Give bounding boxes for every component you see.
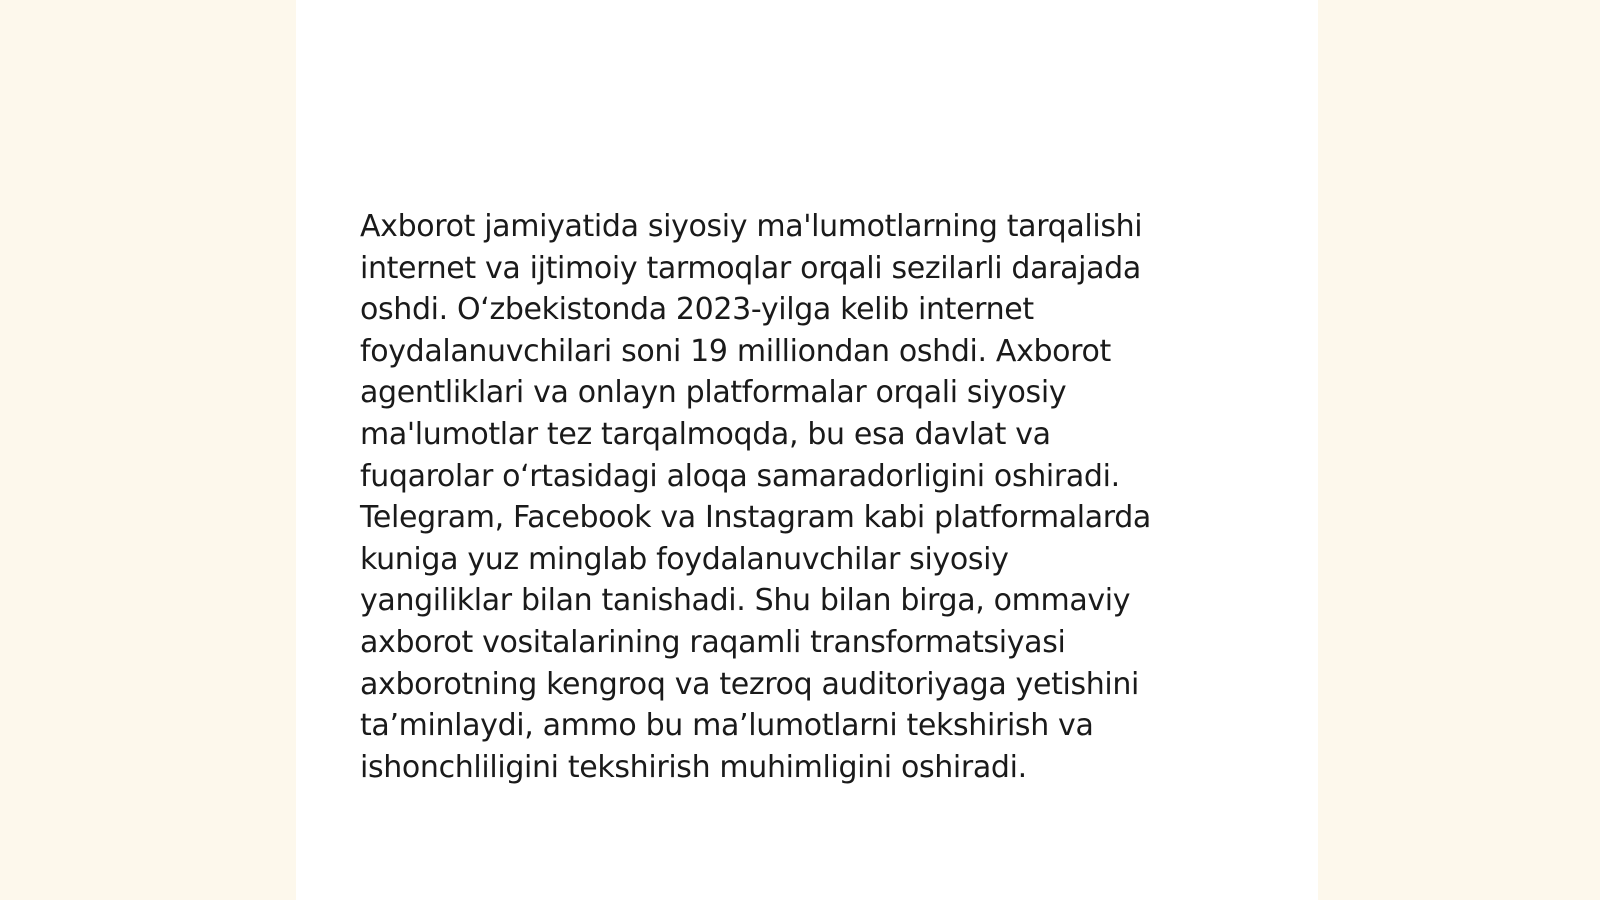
paragraph-line: agentliklari va onlayn platformalar orqali siyosiy — [360, 375, 1067, 411]
paragraph-line: axborotning kengroq va tezroq auditoriyaga yetishini — [360, 666, 1140, 702]
paragraph-line: oshdi. O‘zbekistonda 2023-yilga kelib internet — [360, 292, 1034, 328]
body-paragraph — [360, 206, 1260, 788]
paragraph-line: kuniga yuz minglab foydalanuvchilar siyosiy — [360, 541, 1009, 577]
document-page — [296, 0, 1318, 900]
paragraph-line: Axborot jamiyatida siyosiy ma'lumotlarning tarqalishi — [360, 209, 1143, 244]
paragraph-line: fuqarolar o‘rtasidagi aloqa samaradorligini oshiradi. — [360, 458, 1120, 494]
paragraph-line: ishonchliligini tekshirish muhimligini oshiradi. — [360, 749, 1027, 785]
paragraph-line: foydalanuvchilari soni 19 milliondan oshdi. Axborot — [360, 333, 1111, 369]
paragraph-line: ma'lumotlar tez tarqalmoqda, bu esa davlat va — [360, 416, 1051, 452]
paragraph-line: Telegram, Facebook va Instagram kabi platformalarda — [360, 500, 1151, 536]
paragraph-line: ta’minlaydi, ammo bu ma’lumotlarni tekshirish va — [360, 708, 1094, 744]
paragraph-line: axborot vositalarining raqamli transformatsiyasi — [360, 624, 1066, 660]
paragraph-line: internet va ijtimoiy tarmoqlar orqali sezilarli darajada — [360, 250, 1141, 286]
paragraph-line: yangiliklar bilan tanishadi. Shu bilan birga, ommaviy — [360, 583, 1131, 619]
